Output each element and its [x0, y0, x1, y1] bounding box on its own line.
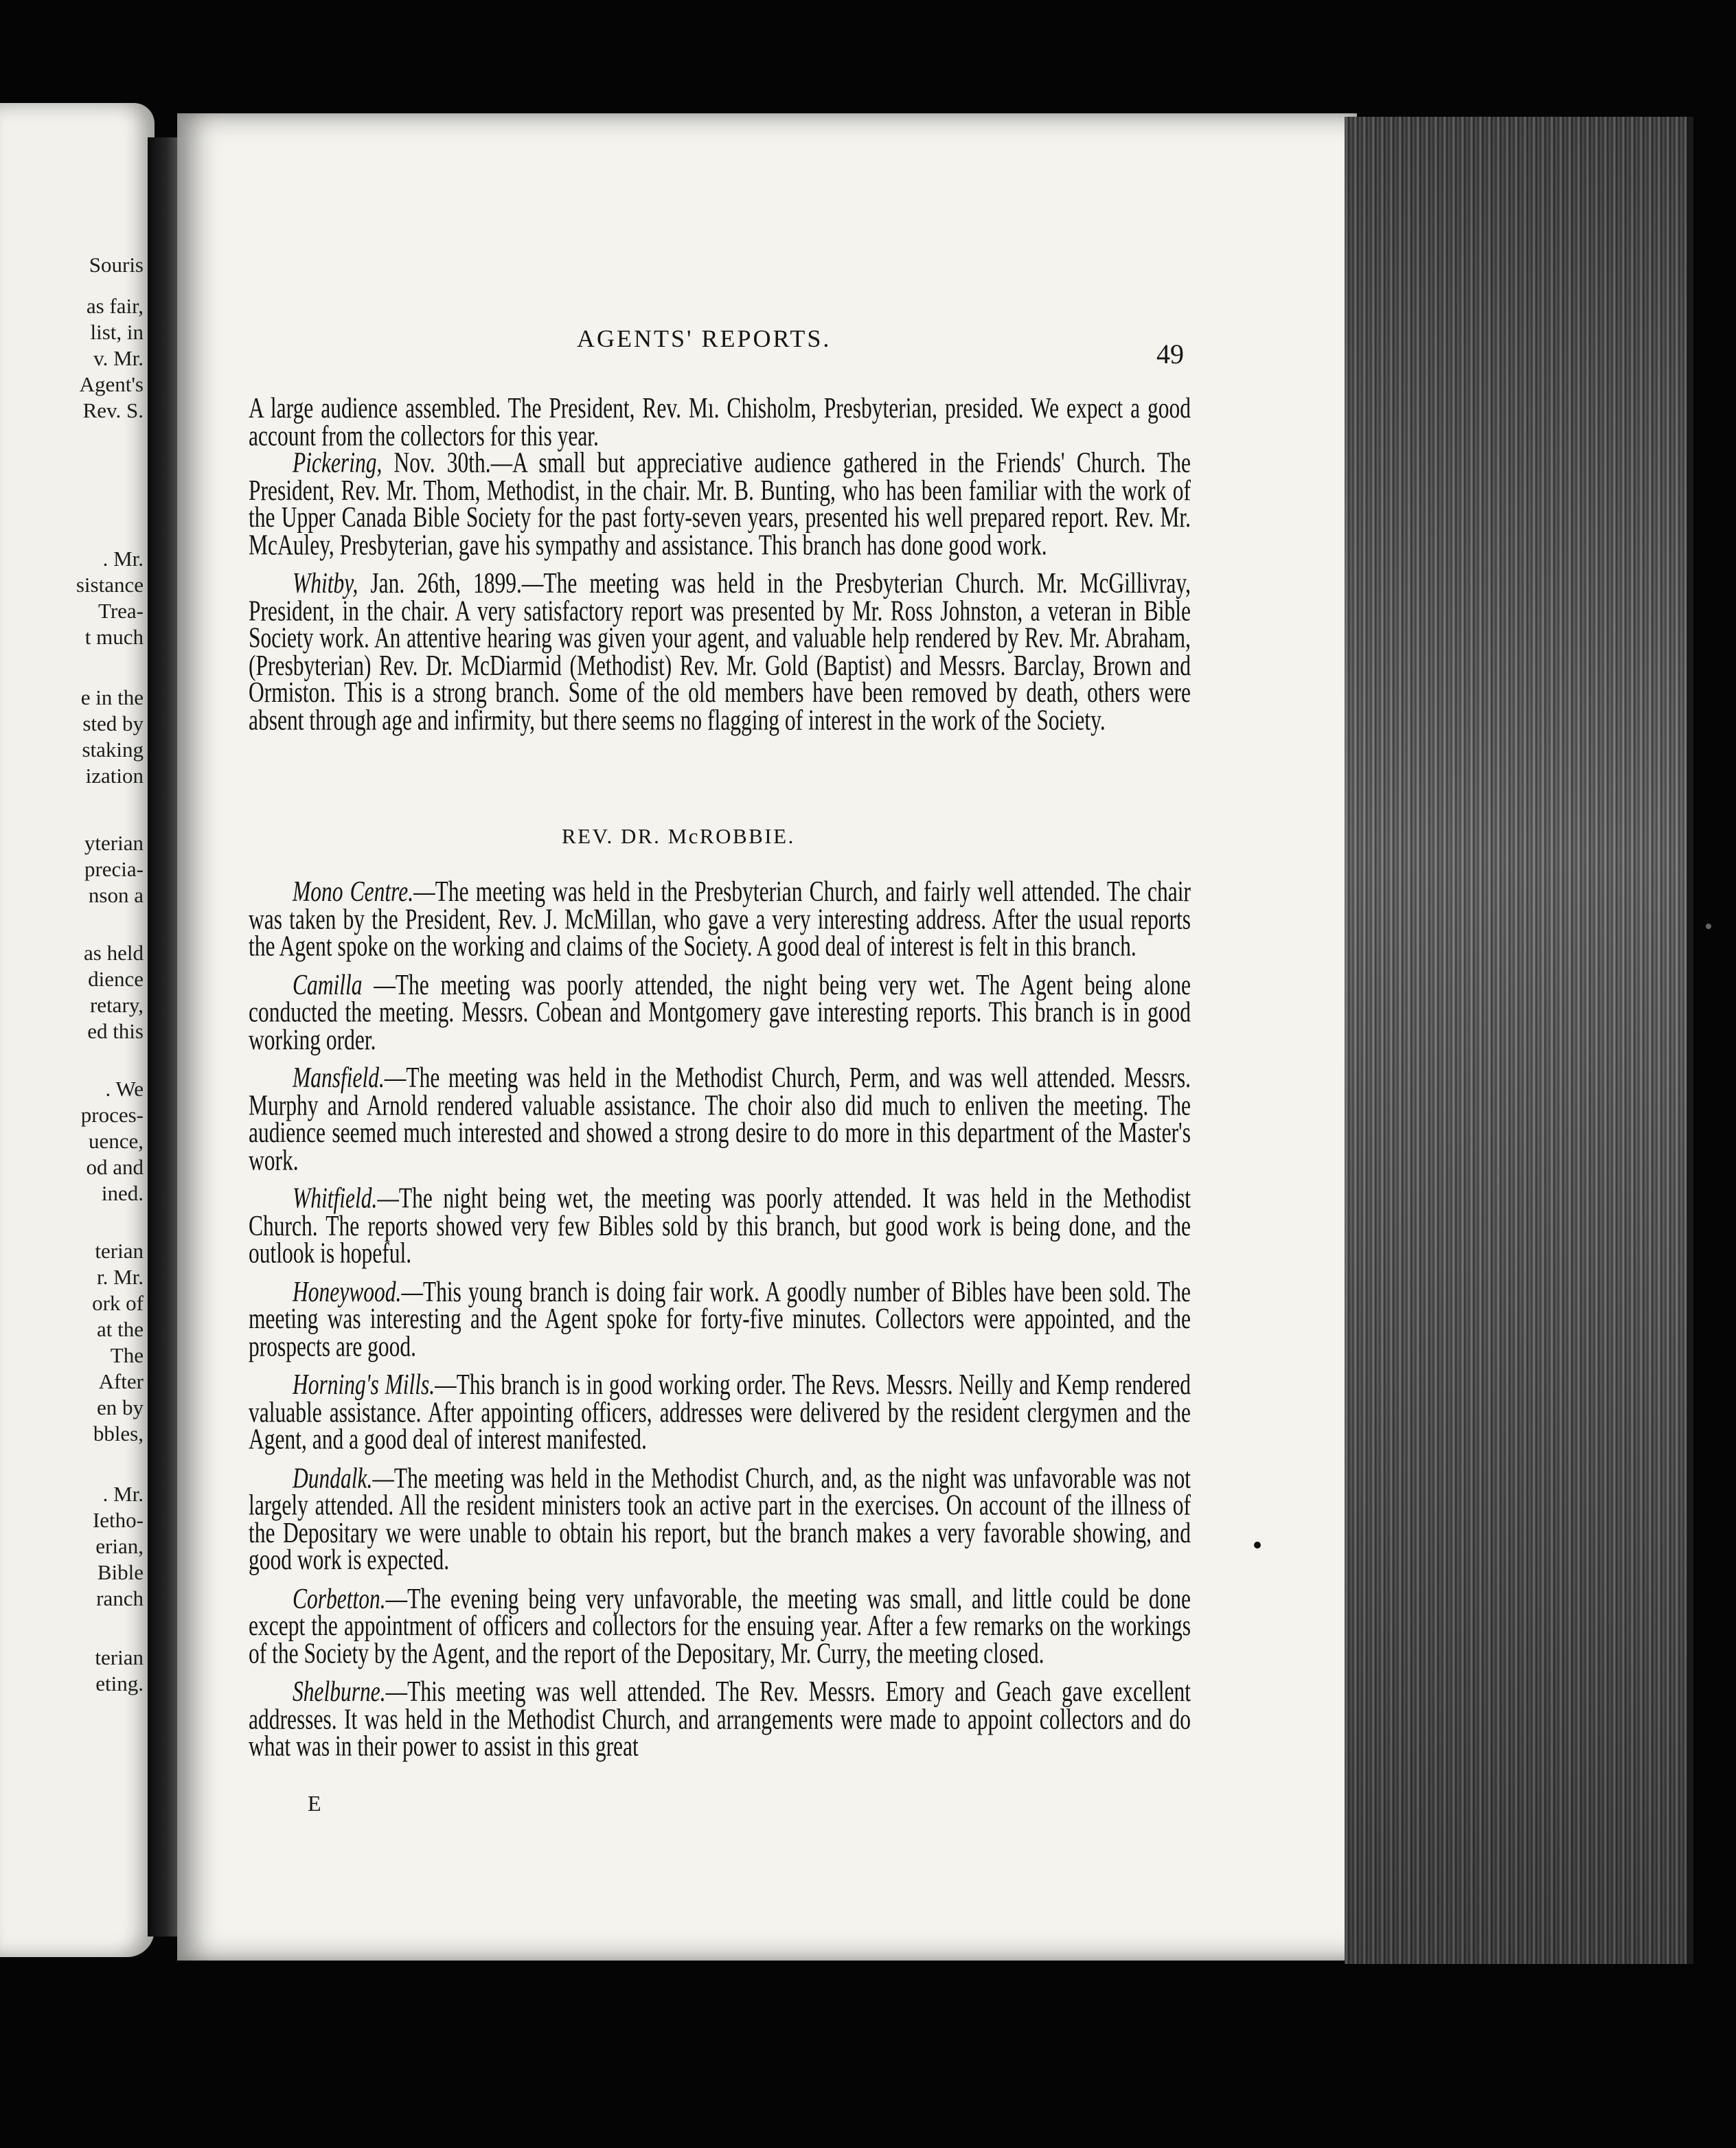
entry-text: —The meeting was held in the Methodist Church, Perm, and was well attended. Messrs. Murphy and Arnold rendered valuable assistance. The choir also did much to enliven the meeting. The audience seemed much interested and showed a strong desire to do more in this department of the Master's work. — [249, 1061, 1191, 1176]
place-name: Horning's Mills. — [293, 1368, 435, 1401]
entries-section — [249, 874, 1191, 1762]
left-page-text-fragment: v. Mr. — [93, 346, 144, 370]
entry-text: Jan. 26th, 1899.—The meeting was held in the Presbyterian Church. Mr. McGillivray, President, in the chair. A very satisfactory report was presented by Mr. Ross Johnston, a veteran in Bible Society work. An attentive hearing was given your agent, and valuable help rendered by Rev. Mr. Abraham, (Presbyterian) Rev. Dr. McDiarmid (Methodist) Rev. Mr. Gold (Baptist) and Messrs. Barclay, Brown and Ormiston. This is a strong branch. Some of the old members have been removed by death, others were absent through age and infirmity, but there seems no flagging of interest in the work of the Society. — [249, 567, 1191, 736]
left-page-text-fragment: proces- — [80, 1103, 144, 1127]
left-page-text-fragment: . We — [105, 1077, 144, 1101]
entry-text: —This young branch is doing fair work. A goodly number of Bibles have been sold. The meeting was interesting and the Agent spoke for forty-five minutes. Collectors were appointed, and the prospects are good. — [249, 1275, 1191, 1362]
left-page-text-fragment: od and — [86, 1155, 144, 1179]
speck-mark — [1254, 1542, 1261, 1549]
left-page-text-fragment: After — [98, 1369, 144, 1393]
place-name: Honeywood. — [293, 1275, 402, 1307]
place-name: Shelburne. — [293, 1675, 386, 1708]
report-entry — [249, 1275, 1191, 1362]
text-block-top — [249, 391, 1191, 736]
left-page-text-fragment: yterian — [84, 831, 144, 855]
left-page-text-fragment: dience — [88, 967, 144, 991]
report-entry — [249, 446, 1191, 561]
entry-text: —The meeting was poorly attended, the night being very wet. The Agent being alone conducted the meeting. Messrs. Cobean and Montgomery gave interesting reports. This branch is in good working order. — [249, 968, 1191, 1055]
entry-text: —The meeting was held in the Methodist Church, and, as the night was unfavorable was not largely attended. All the resident ministers took an active part in the exercises. On account of the illness of the Depositary we were unable to obtain his report, but the branch makes a very favorable showing, and good work is expected. — [249, 1461, 1191, 1576]
page-number: 49 — [1156, 339, 1184, 369]
speck-mark — [1706, 924, 1711, 929]
opening-paragraph: A large audience assembled. The President, Rev. Mı. Chisholm, Presbyterian, presided. We expect a good account from the collectors for this year. — [249, 391, 1191, 452]
left-page-text-fragment: t much — [84, 625, 144, 649]
report-entry — [249, 567, 1191, 736]
left-page-text-fragment: Agent's — [79, 372, 144, 396]
left-page-text-fragment: Souris — [89, 253, 144, 277]
report-entry — [249, 1061, 1191, 1176]
report-entry — [249, 1461, 1191, 1576]
left-page-text-fragment: ization — [85, 764, 144, 788]
entry-text: —This meeting was well attended. The Rev. Messrs. Emory and Geach gave excellent addresses. It was held in the Methodist Church, and arrangements were made to appoint collectors and do what was in their power to assist in this great — [249, 1675, 1191, 1762]
left-page-text-fragment: en by — [96, 1395, 144, 1419]
left-page-text-fragment: eting. — [95, 1671, 144, 1695]
entry-text: —The night being wet, the meeting was poorly attended. It was held in the Methodist Church. The reports showed very few Bibles sold by this branch, but good work is being done, and the outlook is hopeful. — [249, 1181, 1191, 1269]
left-page-text-fragment: as fair, — [86, 294, 144, 318]
running-head: AGENTS' REPORTS. — [577, 325, 832, 352]
left-page-text-fragment: Ietho- — [92, 1508, 144, 1532]
previous-page-fragment — [0, 103, 155, 1957]
report-entry — [249, 968, 1191, 1055]
left-page-text-fragment: nson a — [88, 883, 144, 907]
left-page-text-fragment: The — [110, 1343, 144, 1367]
left-page-text-fragment: sted by — [82, 711, 144, 735]
left-page-text-fragment: retary, — [89, 993, 144, 1017]
entry-text: Nov. 30th.—A small but appreciative audience gathered in the Friends' Church. The President, Rev. Mr. Thom, Methodist, in the chair. Mr. B. Bunting, who has been familiar with the work of the Upper Canada Bible Society for the past forty-seven years, presented his well prepared report. Rev. Mr. McAuley, Presbyterian, gave his sympathy and assistance. This branch has done good work. — [249, 446, 1191, 561]
left-page-text-fragment: at the — [97, 1317, 144, 1341]
left-page-text-fragment: Rev. S. — [82, 398, 144, 422]
left-page-text-fragment: . Mr. — [102, 1482, 144, 1506]
book-fore-edge — [1345, 117, 1693, 1964]
left-page-text-fragment: ork of — [92, 1291, 144, 1315]
left-page-text-fragment: Bible — [97, 1560, 144, 1584]
signature-mark: E — [308, 1791, 321, 1816]
left-page-text-fragment: staking — [82, 738, 144, 762]
report-entry — [249, 1581, 1191, 1669]
report-entry — [249, 874, 1191, 962]
place-name: Corbetton. — [293, 1581, 386, 1614]
left-page-text-fragment: . Mr. — [102, 547, 144, 571]
report-entry — [249, 1181, 1191, 1269]
left-page-text-fragment: sistance — [76, 573, 144, 597]
text-block-section — [249, 874, 1191, 1762]
place-name: Dundalk. — [293, 1461, 373, 1494]
left-page-text-fragment: ed this — [87, 1019, 144, 1043]
place-name: Camilla — [293, 968, 363, 1001]
left-page-text-fragment: ined. — [101, 1181, 144, 1205]
left-page-text-fragment: bbles, — [93, 1421, 144, 1446]
left-page-text-fragment: list, in — [90, 320, 144, 344]
left-page-text-fragment: terian — [95, 1645, 144, 1669]
left-page-text-fragment: ranch — [96, 1586, 144, 1610]
left-page-text-fragment: as held — [84, 941, 144, 965]
report-entry — [249, 1368, 1191, 1456]
entries-top — [249, 446, 1191, 736]
left-page-text-fragment: uence, — [88, 1129, 144, 1153]
place-name: Mono Centre. — [293, 874, 414, 908]
entry-text: —The evening being very unfavorable, the meeting was small, and little could be done except the appointment of officers and collectors for the ensuing year. After a few remarks on the workings of the Society by the Agent, and the report of the Depositary, Mr. Curry, the meeting closed. — [249, 1581, 1191, 1669]
place-name: Whitby, — [293, 567, 358, 599]
place-name: Mansfield. — [293, 1061, 385, 1094]
left-page-text-fragment: erian, — [95, 1534, 144, 1558]
entry-text: —The meeting was held in the Presbyterian Church, and fairly well attended. The chair was taken by the President, Rev. J. McMillan, who gave a very interesting address. After the usual reports the Agent spoke on the working and claims of the Society. A good deal of interest is felt in this branch. — [249, 874, 1191, 962]
left-page-text-fragment: precia- — [84, 857, 144, 881]
left-page-text-fragment: r. Mr. — [96, 1265, 144, 1289]
left-page-text-fragment: Trea- — [98, 599, 144, 623]
left-page-text-fragment: terian — [95, 1239, 144, 1263]
report-entry — [249, 1675, 1191, 1762]
left-page-text-fragment: e in the — [80, 685, 144, 709]
entry-text: —This branch is in good working order. The Revs. Messrs. Neilly and Kemp rendered valuable assistance. After appointing officers, addresses were delivered by the resident clergymen and the Agent, and a good deal of interest manifested. — [249, 1368, 1191, 1456]
place-name: Whitfield. — [293, 1181, 378, 1215]
section-heading: REV. DR. McROBBIE. — [562, 824, 795, 848]
place-name: Pickering, — [293, 446, 382, 479]
